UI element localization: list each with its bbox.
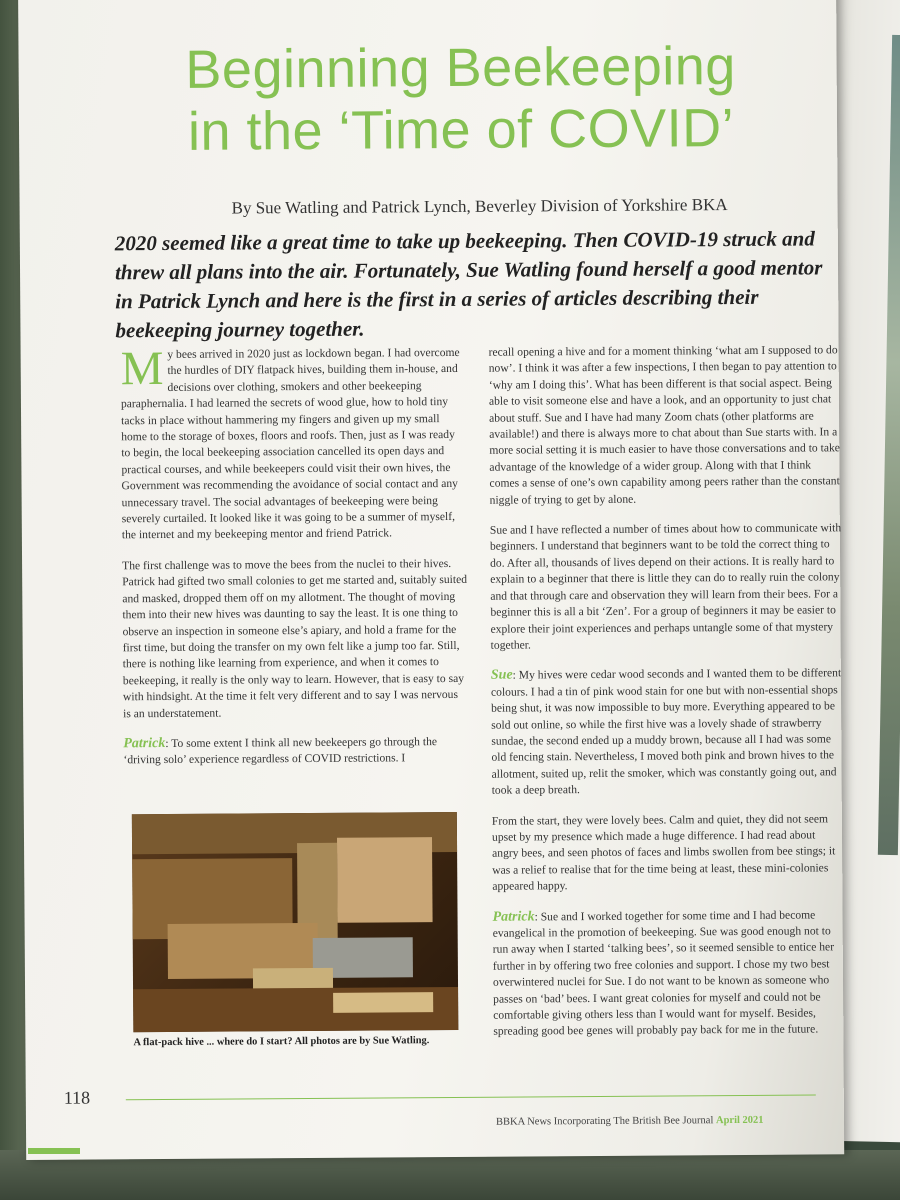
paragraph (492, 907, 845, 1041)
paragraph: From the start, they were lovely bees. Calm and quiet, they did not seem upset by my presence which made a huge difference. I had read about angry bees, and seen photos of faces and limbs swollen from bee stings; it was a relief to realise that for the time being at least, these mini-colonies appeared happy. (491, 811, 836, 893)
speaker-label: Patrick (123, 735, 166, 752)
paragraph-text: y bees arrived in 2020 just as lockdown began. I had overcome the hurdles of DIY flatpack hives, building them in-house, and decisions over clothing, smokers and other beekeeping paraphernalia. I had learned the secrets of wood glue, how to hold tiny tacks in place without hammering my fingers and given up my small home to the storage of boxes, floors and roofs. Then, just as I was ready to begin, the local beekeeping association cancelled its open days and practical courses, and while beekeepers could visit their own hives, the Government was recommending the avoidance of social contact and any unnecessary travel. The social advantages of beekeeping were being severely curtailed. It looked like it was going to be a summer of myself, the internet and my beekeeping mentor and friend Patrick. (120, 345, 460, 542)
title-line-1: Beginning Beekeeping (185, 35, 737, 100)
publication-name: BBKA News Incorporating The British Bee Journal (495, 1115, 717, 1128)
paragraph-text: : To some extent I think all new beekeepers go through the ‘driving solo’ experience regardless of COVID restrictions. I (123, 735, 438, 767)
paragraph (491, 666, 844, 800)
speaker-label: Sue (490, 667, 513, 684)
photo-caption: A flat-pack hive ... where do I start? All photos are by Sue Watling. (133, 1035, 430, 1049)
right-column (489, 342, 846, 1054)
footer-rule (126, 1094, 816, 1100)
left-column (120, 341, 469, 783)
paragraph: The first challenge was to move the bees from the nuclei to their hives. Patrick had gifted two small colonies to get me started and, suitably suited and masked, dropped them off on my allotment. The thought of moving them into their new hives was daunting to say the least. It is one thing to observe an inspection in someone else’s apiary, and hold a frame for the first time, but doing the transfer on my own felt like a jump too far. Still, there is nothing like learning from experience, and when it comes to beekeeping, it really is the only way to learn. However, that is easy to say with hindsight. At the time it felt very different and to say I was nervous is an understatement. (122, 556, 468, 720)
running-footer (496, 1114, 836, 1127)
speaker-label: Patrick (492, 909, 535, 925)
issue-date: April 2021 (715, 1114, 764, 1127)
article-title (110, 34, 811, 163)
green-page-tab (28, 1148, 80, 1154)
drop-cap: M (120, 341, 164, 396)
byline: By Sue Watling and Patrick Lynch, Beverley Division of Yorkshire BKA (231, 195, 728, 218)
standfirst: 2020 seemed like a great time to take up beekeeping. Then COVID-19 struck and threw all plans into the air. Fortunately, Sue Watling found herself a good mentor in Patrick Lynch and here is the first in a series of articles describing their beekeeping journey together. (114, 226, 823, 343)
paragraph (120, 341, 467, 544)
paragraph: recall opening a hive and for a moment thinking ‘what am I supposed to do now’. I think it was after a few inspections, I then began to pay attention to ‘why am I doing this’. What has been different is that social aspect. Being able to visit someone else and have a look, and an opportunity to just chat about stuff. Sue and I have had many Zoom chats (other platforms are available!) and there is always more to chat about than Sue starts with. In a more social setting it is much easier to have those conversations and to take advantage of the knowledge of a wider group. Along with that I think comes a sense of one’s own capability among peers rather than the constant niggle of trying to get by alone. (488, 343, 840, 507)
title-line-2: in the ‘Time of COVID’ (187, 98, 735, 162)
paragraph-text: : My hives were cedar wood seconds and I wanted them to be different colours. I had a tin of pink wood stain for one but with non-essential shops being shut, it was now impossible to buy more. Everything appeared to be sold out online, so while the first hive was a lovely shade of strawberry sundae, the second ended up a muddy brown, because all I had was some old fencing stain. Nevertheless, I moved both pink and brown hives to the allotment, suited up, relit the smoker, which was constantly going out, and took a deep breath. (490, 666, 842, 797)
page-number: 118 (63, 1087, 91, 1108)
paragraph-text: : Sue and I worked together for some time and I had become evangelical in the promotion of beekeeping. Sue was good enough not to run away when I started ‘talking bees’, so it seemed sensible to entice her further in by offering two free colonies and support. I chose my two best overwintered nuclei for Sue. I do not want to be known as someone who passes on ‘bad’ bees. I want great colonies for myself and could not be comfortable giving others less than I would want for myself. Besides, spreading good bee genes will probably pay back for me in the future. (492, 908, 835, 1039)
paragraph: Sue and I have reflected a number of times about how to communicate with beginners. I understand that beginners want to be told the correct thing to do. After all, thousands of lives depend on their actions. It is really hard to explain to a beginner that there is little they can do to really ruin the colony and that through care and observation they will learn from their bees. For a beginner this is all a bit ‘Zen’. For a group of beginners it may be easier to explore their joint experiences and perhaps untangle some of that mystery together. (489, 521, 842, 652)
magazine-page (18, 0, 844, 1160)
flat-pack-hive-photo (132, 812, 459, 1032)
paragraph (123, 734, 468, 769)
